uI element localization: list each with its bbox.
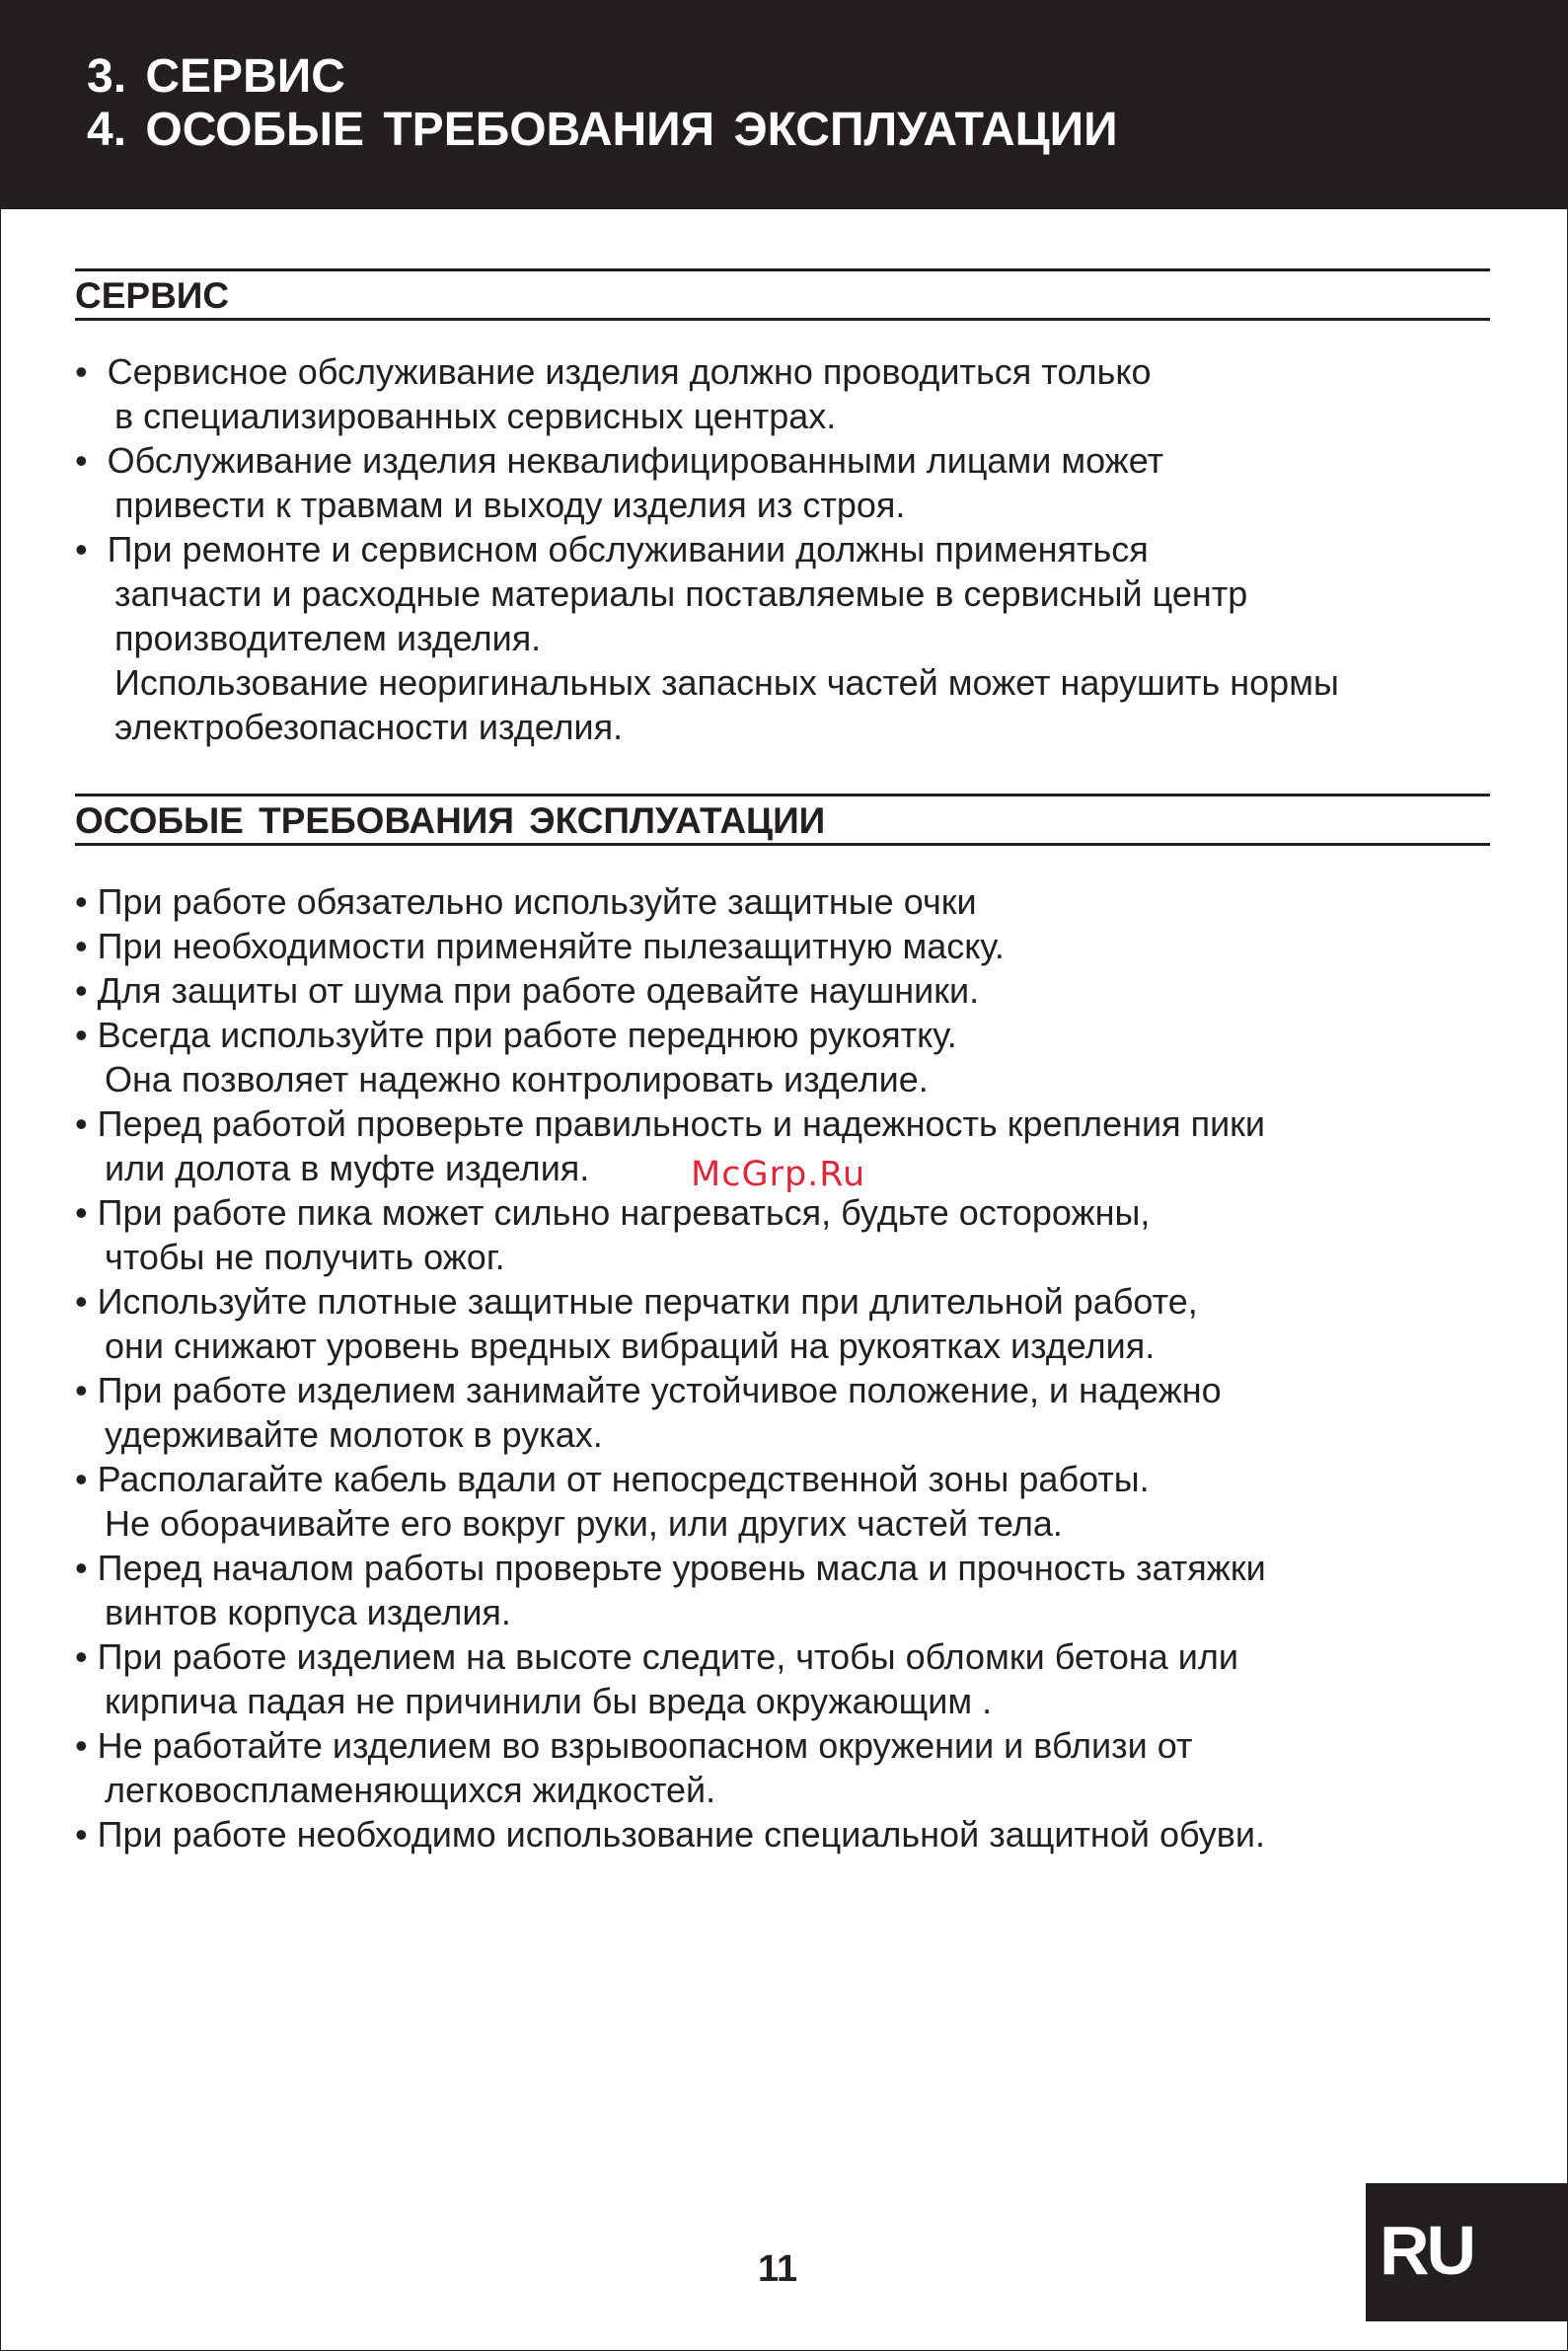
requirements-bottom-rule: [75, 843, 1490, 846]
watermark: McGrp.Ru: [691, 1155, 866, 1194]
service-text: • Сервисное обслуживание изделия должно проводиться только в специализированных сервисных центрах. • Обслуживание изделия неквалифицированными лицами может привести к травмам и выходу изделия из строя. • При ремонте и сервисном обслуживании должны применяться запчасти и расходные материалы поставляемые в сервисный центр производителем изделия. Использование неоригинальных запасных частей может нарушить нормы электробезопасности изделия.: [75, 351, 1339, 747]
header-title-service: 3. СЕРВИС: [87, 50, 345, 103]
service-section-title: СЕРВИС: [75, 275, 230, 316]
language-badge-label: RU: [1380, 2212, 1474, 2289]
requirements-top-rule: [75, 794, 1490, 796]
service-top-rule: [75, 268, 1490, 271]
header-band: [0, 0, 1568, 209]
requirements-section-title: ОСОБЫЕ ТРЕБОВАНИЯ ЭКСПЛУАТАЦИИ: [75, 800, 826, 841]
page-number: 11: [758, 2248, 798, 2290]
header-title-requirements: 4. ОСОБЫЕ ТРЕБОВАНИЯ ЭКСПЛУАТАЦИИ: [87, 104, 1118, 156]
language-badge: [1366, 2183, 1568, 2321]
service-bottom-rule: [75, 318, 1490, 321]
requirements-text: • При работе обязательно используйте защитные очки • При необходимости применяйте пылезащитную маску. • Для защиты от шума при работе одевайте наушники. • Всегда используйте при работе переднюю рукоятку. Она позволяет надежно контролировать изделие. • Перед работой проверьте правильность и надежность крепления пики или долота в муфте изделия. • При работе пика может сильно нагреваться, будьте осторожны, чтобы не получить ожог. • Используйте плотные защитные перчатки при длительной работе, они снижают уровень вредных вибраций на рукоятках изделия. • При работе изделием занимайте устойчивое положение, и надежно удерживайте молоток в руках. • Располагайте кабель вдали от непосредственной зоны работы. Не оборачивайте его вокруг руки, или других частей тела. • Перед началом работы проверьте уровень масла и прочность затяжки винтов корпуса изделия. • При работе изделием на высоте следите, чтобы обломки бетона или кирпича падая не причинили бы вреда окружающим . • Не работайте изделием во взрывоопасном окружении и вблизи от легковоспламеняющихся жидкостей. • При работе необходимо использование специальной защитной обуви.: [75, 881, 1266, 1855]
